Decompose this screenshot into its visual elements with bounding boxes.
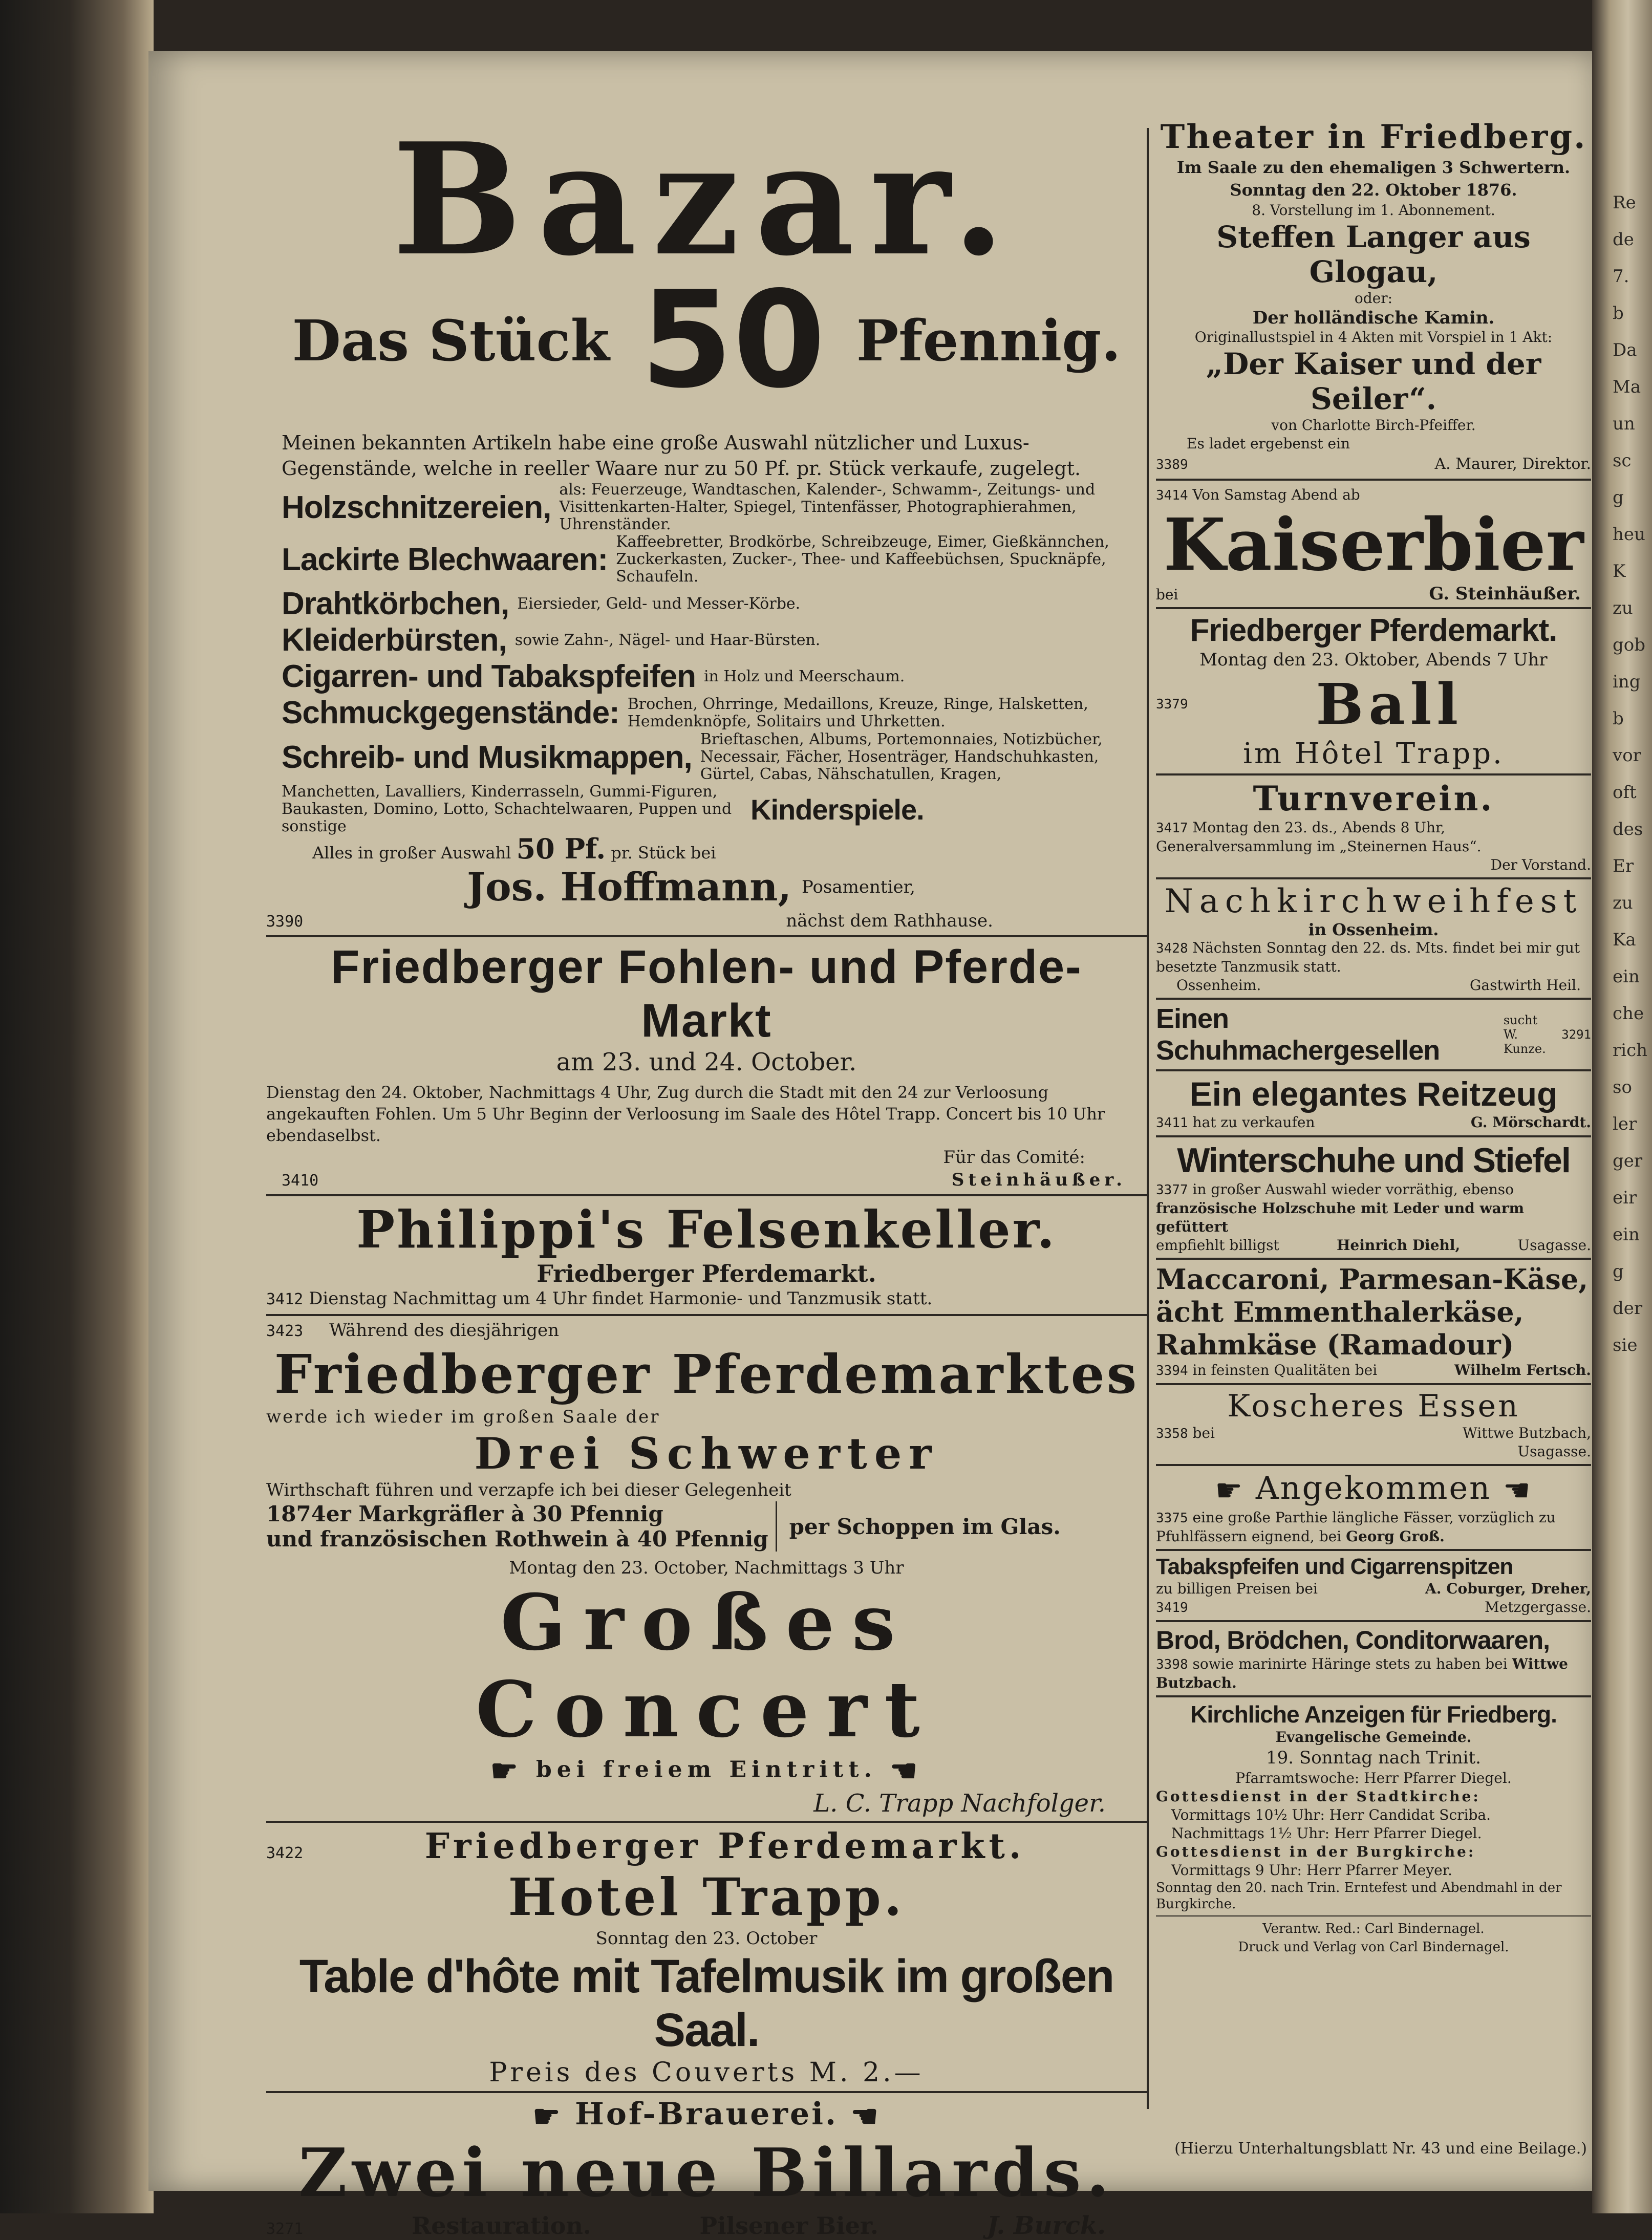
schwerter-intro: Während des diesjährigen (329, 1320, 560, 1341)
turnverein-body: Montag den 23. ds., Abends 8 Uhr, Generalversammlung im „Steinernen Haus“. (1156, 819, 1482, 855)
felsenkeller-ad (266, 1199, 1147, 1311)
pointing-hand-right-icon: ☛ (1215, 1472, 1245, 1509)
bazar-item-description: Brochen, Ohrringe, Medaillons, Kreuze, Ringe, Halsketten, Hemdenknöpfe, Solitairs und Uhrketten. (627, 695, 1088, 730)
bazar-intro: Meinen bekannten Artikeln habe eine große Auswahl nützlicher und Luxus-Gegenstände, welche in reeller Waare nur zu 50 Pf. pr. Stück verkaufe, zugelegt. (282, 432, 1081, 480)
pointing-hand-right-icon: ☛ (490, 1753, 523, 1789)
kirche-g1: Gottesdienst in der Stadtkirche: (1156, 1787, 1481, 1805)
schwerter-line3: Wirthschaft führen und verzapfe ich bei dieser Gelegenheit (266, 1480, 791, 1500)
bazar-item-description: Eiersieder, Geld- und Messer-Körbe. (517, 594, 801, 613)
angekommen-line (1156, 1509, 1591, 1546)
facing-page-fragment: ler (1613, 1114, 1637, 1134)
ad-number: 3291 (1561, 1027, 1591, 1042)
kaiserbier-bei: bei (1156, 586, 1178, 603)
schuhmacher-sucht: sucht (1503, 1013, 1538, 1027)
winterschuhe-body3: empfiehlt billigst (1156, 1237, 1279, 1254)
maccaroni-name: Wilhelm Fertsch. (1454, 1362, 1591, 1379)
maccaroni-line2: ächt Emmenthalerkäse, Rahmkäse (Ramadour) (1156, 1296, 1524, 1361)
winterschuhe-body2: französische Holzschuhe mit Leder und warm gefüttert (1156, 1200, 1525, 1235)
das-stueck: Das Stück (292, 307, 610, 374)
kirche-pfarramt: Pfarramtswoche: Herr Pfarrer Diegel. (1235, 1769, 1512, 1786)
kaiserbier-title: Kaiserbier (1163, 503, 1584, 587)
fohlen-signature: Steinhäußer. (951, 1170, 1126, 1190)
facing-page-fragment: des (1613, 819, 1643, 839)
koscher-bei: bei (1192, 1425, 1215, 1441)
turnverein-line (1156, 819, 1591, 856)
fohlen-date: am 23. und 24. October. (556, 1048, 857, 1076)
turnverein-signature: Der Vorstand. (1490, 856, 1591, 873)
reitzeug-footer (1156, 1113, 1591, 1132)
divider (1156, 1258, 1591, 1260)
bazar-item-description: sowie Zahn-, Nägel- und Haar-Bürsten. (514, 631, 821, 649)
kirche-sunday: 19. Sonntag nach Trinit. (1266, 1747, 1481, 1768)
imprint-druck: Druck und Verlag von Carl Bindernagel. (1238, 1939, 1509, 1955)
schwerter-name: Drei Schwerter (474, 1428, 939, 1479)
bazar-item-category: Cigarren- und Tabakspfeifen (282, 659, 696, 694)
kirchweih-place: in Ossenheim. (1308, 920, 1439, 939)
koscher-title: Koscheres Essen (1227, 1388, 1520, 1424)
alles-tail: pr. Stück bei (611, 843, 716, 863)
kirche-g1b: Nachmittags 1½ Uhr: Herr Pfarrer Diegel. (1171, 1824, 1482, 1842)
kinderspiele: Kinderspiele. (750, 793, 924, 826)
ad-number: 3423 (266, 1322, 304, 1340)
maccaroni-footer (1156, 1361, 1591, 1380)
divider (266, 935, 1147, 937)
divider (266, 1821, 1147, 1823)
facing-page-fragment: Ka (1613, 930, 1636, 950)
hotel-trapp-ad (266, 1826, 1147, 2088)
hotel-table-dhote: Table d'hôte mit Tafelmusik im großen Saal. (299, 1950, 1114, 2056)
billards-title: Zwei neue Billards. (298, 2133, 1114, 2212)
maccaroni-body: in feinsten Qualitäten bei (1192, 1362, 1378, 1379)
right-column (1156, 118, 1591, 1956)
theater-invite: Es ladet ergebenst ein (1187, 435, 1350, 452)
fohlen-comite: Für das Comité: (943, 1147, 1085, 1168)
tabak-body: zu billigen Preisen bei (1156, 1580, 1318, 1597)
ad-number: 3428 (1156, 941, 1188, 956)
kirchweih-signature: Gastwirth Heil. (1470, 977, 1581, 994)
kaiserbier-name: G. Steinhäußer. (1429, 584, 1581, 604)
hofbrauerei-title: Hof-Brauerei. (575, 2096, 838, 2132)
facing-page-fragment: de (1613, 229, 1634, 250)
tabak-addr: Metzgergasse. (1485, 1598, 1591, 1616)
facing-page-fragment: g (1613, 1261, 1624, 1282)
koscher-footer (1156, 1424, 1591, 1461)
ad-number: 3417 (1156, 821, 1188, 836)
schuhmacher-ad (1156, 1003, 1591, 1066)
facing-page-fragment: rich (1613, 1040, 1648, 1061)
brod-line (1156, 1655, 1591, 1692)
ad-number: 3390 (266, 913, 304, 931)
tabak-ad (1156, 1554, 1591, 1617)
ad-number: 3358 (1156, 1426, 1188, 1441)
divider (1156, 607, 1591, 609)
ad-number: 3379 (1156, 696, 1188, 712)
theater-footer (1156, 453, 1591, 476)
merchant-name: Jos. Hoffmann, (467, 864, 791, 910)
ad-number: 3422 (266, 1844, 304, 1862)
theater-play: Steffen Langer aus Glogau, (1216, 220, 1531, 289)
theater-vorstellung: 8. Vorstellung im 1. Abonnement. (1252, 202, 1495, 219)
koscher-meta (1463, 1424, 1591, 1461)
theater-place: Im Saale zu den ehemaligen 3 Schwertern. (1176, 158, 1571, 177)
ad-number: 3377 (1156, 1182, 1188, 1198)
ad-number: 3410 (282, 1172, 319, 1190)
divider (1156, 877, 1591, 879)
schwerter-title: Friedberger Pferdemarktes (274, 1343, 1139, 1406)
ad-number: 3414 (1156, 488, 1188, 503)
facing-page-fragment: Da (1613, 340, 1637, 360)
tabak-line (1156, 1580, 1591, 1598)
bazar-price: 50 (640, 263, 826, 418)
facing-page-fragment: g (1613, 487, 1624, 508)
ball-date: Montag den 23. Oktober, Abends 7 Uhr (1199, 650, 1548, 670)
ad-number: 3375 (1156, 1510, 1188, 1526)
reitzeug-title: Ein elegantes Reitzeug (1189, 1075, 1558, 1113)
facing-page-fragment: gob (1613, 635, 1645, 655)
bazar-item-description: in Holz und Meerschaum. (703, 667, 905, 685)
kirche-note: Sonntag den 20. nach Trin. Erntefest und Abendmahl in der Burgkirche. (1156, 1880, 1562, 1912)
divider (1156, 1069, 1591, 1071)
schwerter-intro-line (266, 1319, 1147, 1343)
concert-free-line (266, 1753, 1147, 1789)
bazar-item (266, 622, 1147, 658)
footer-note: (Hierzu Unterhaltungsblatt Nr. 43 und eine Beilage.) (1174, 2140, 1587, 2158)
bazar-tail-text: Manchetten, Lavalliers, Kinderrasseln, Gummi-Figuren, Baukasten, Domino, Lotto, Schachtelwaaren, Puppen und sonstige (282, 783, 732, 835)
drei-schwerter-ad (266, 1319, 1147, 1818)
reitzeug-body: hat zu verkaufen (1192, 1114, 1315, 1131)
schuhmacher-title: Einen Schuhmachergesellen (1156, 1003, 1440, 1066)
turnverein-title: Turnverein. (1253, 779, 1494, 819)
pointing-hand-left-icon: ☚ (890, 1753, 923, 1789)
reitzeug-ad (1156, 1074, 1591, 1132)
divider (1156, 1464, 1591, 1466)
column-rule (1147, 128, 1149, 2109)
winterschuhe-body1: in großer Auswahl wieder vorräthig, ebenso (1192, 1181, 1514, 1198)
bazar-item (266, 586, 1147, 622)
facing-page-fragment: eir (1613, 1188, 1637, 1208)
theater-title: Theater in Friedberg. (1160, 118, 1587, 156)
bazar-price-line (266, 263, 1147, 418)
bazar-item-category: Schreib- und Musikmappen, (282, 739, 692, 775)
facing-page-fragment: zu (1613, 893, 1633, 913)
facing-page-fragment: ein (1613, 966, 1640, 987)
divider (266, 1194, 1147, 1196)
kirchweih-body: Nächsten Sonntag den 22. ds. Mts. findet bei mir gut besetzte Tanzmusik statt. (1156, 939, 1580, 975)
divider (1156, 1549, 1591, 1551)
koscher-ad (1156, 1388, 1591, 1461)
hotel-head: Friedberger Pferdemarkt. (424, 1826, 1025, 1867)
winterschuhe-addr: Usagasse. (1517, 1237, 1591, 1254)
theater-vorspiel: „Der Kaiser und der Seiler“. (1206, 347, 1541, 416)
kirche-ad (1156, 1700, 1591, 1912)
facing-page-fragment: oft (1613, 782, 1637, 803)
ball-line (1156, 671, 1591, 737)
alles-price: 50 Pf. (516, 832, 606, 865)
brod-name: Wittwe Butzbach. (1156, 1655, 1568, 1691)
winterschuhe-name: Heinrich Diehl, (1336, 1237, 1461, 1254)
ad-number: 3412 (266, 1290, 304, 1308)
divider (1156, 773, 1591, 776)
kirchweih-town: Ossenheim. (1176, 977, 1261, 994)
imprint-red: Verantw. Red.: Carl Bindernagel. (1262, 1921, 1485, 1936)
kaiserbier-ad (1156, 484, 1591, 604)
fohlen-body: Dienstag den 24. Oktober, Nachmittags 4 Uhr, Zug durch die Stadt mit den 24 zur Verloosung angekauften Fohlen. Um 5 Uhr Beginn der Verloosung im Saale des Hôtel Trapp. Concert bis 10 Uhr ebendaselbst. (266, 1083, 1105, 1145)
facing-page-fragment: Ma (1613, 377, 1641, 397)
wine-list (266, 1501, 777, 1552)
theater-ad (1156, 118, 1591, 476)
tabak-name: A. Coburger, Dreher, (1425, 1580, 1591, 1597)
bazar-item-category: Drahtkörbchen, (282, 586, 509, 621)
wine-2: und französischen Rothwein à 40 Pfennig (266, 1526, 768, 1552)
hofbrauerei-owner: J. Burck. (986, 2211, 1106, 2240)
pointing-hand-right-icon: ☛ (532, 2098, 563, 2135)
facing-page-fragment: heu (1613, 524, 1645, 545)
bazar-title: Bazar. (392, 109, 1021, 290)
bazar-alles (266, 832, 1147, 865)
divider (266, 1314, 1147, 1316)
facing-page-fragment: 7. (1613, 266, 1629, 287)
concert-date: Montag den 23. October, Nachmittags 3 Uhr (509, 1558, 904, 1578)
bazar-item-category: Lackirte Blechwaaren: (282, 542, 608, 577)
divider (1156, 1383, 1591, 1385)
facing-page-fragment: un (1613, 414, 1635, 434)
angekommen-title-line (1156, 1469, 1591, 1509)
theater-oder: oder: (1354, 290, 1393, 307)
divider (1156, 1695, 1591, 1697)
facing-page-fragment: zu (1613, 598, 1633, 618)
bazar-item (266, 731, 1147, 783)
koscher-addr: Usagasse. (1517, 1443, 1591, 1460)
facing-page-fragment: b (1613, 303, 1624, 324)
restauration: Restauration. (412, 2211, 591, 2239)
wine-per: per Schoppen im Glas. (789, 1514, 1061, 1539)
ball-word: Ball (1316, 671, 1464, 737)
ad-number: 3419 (1156, 1600, 1188, 1616)
divider (1156, 998, 1591, 1000)
concert-signature: L. C. Trapp Nachfolger. (813, 1789, 1106, 1818)
felsenkeller-sub: Friedberger Pferdemarkt. (537, 1260, 876, 1287)
schwerter-line2: werde ich wieder im großen Saale der (266, 1407, 660, 1427)
tabak-footer (1156, 1598, 1591, 1617)
bazar-item-category: Schmuckgegenstände: (282, 695, 619, 730)
merchant-address: nächst dem Rathhause. (786, 911, 993, 931)
pfennig: Pfennig. (856, 307, 1121, 374)
left-column (266, 109, 1147, 2240)
bazar-item-category: Kleiderbürsten, (282, 622, 507, 658)
hotel-head-line (266, 1826, 1147, 1867)
kirchweih-title: Nachkirchweihfest (1164, 882, 1583, 920)
theater-director: A. Maurer, Direktor. (1434, 455, 1591, 473)
facing-page-fragment: so (1613, 1077, 1632, 1097)
kirche-g1a: Vormittags 10½ Uhr: Herr Candidat Scriba. (1171, 1806, 1491, 1823)
facing-page-fragment: Er (1613, 856, 1634, 876)
ball-ad (1156, 612, 1591, 770)
bazar-item (266, 533, 1147, 586)
facing-page-fragment: che (1613, 1003, 1644, 1024)
theater-date: Sonntag den 22. Oktober 1876. (1230, 180, 1517, 200)
kirche-title: Kirchliche Anzeigen für Friedberg. (1190, 1700, 1557, 1728)
hotel-date: Sonntag den 23. October (595, 1928, 818, 1949)
alles-text: Alles in großer Auswahl (312, 843, 511, 863)
kirchweih-ad (1156, 882, 1591, 995)
brod-body: sowie marinirte Häringe stets zu haben bei (1192, 1655, 1508, 1672)
bazar-tail (266, 783, 1147, 835)
kirche-sub: Evangelische Gemeinde. (1275, 1728, 1472, 1746)
maccaroni-line1: Maccaroni, Parmesan-Käse, (1156, 1263, 1588, 1296)
winterschuhe-ad (1156, 1140, 1591, 1255)
bazar-item-description: Kaffeebretter, Brodkörbe, Schreibzeuge, Eimer, Gießkännchen, Zuckerkasten, Zucker-, Thee- und Kaffeebüchsen, Spucknäpfe, Schaufeln. (616, 533, 1109, 586)
hotel-price: Preis des Couverts M. 2.— (489, 2057, 924, 2088)
pointing-hand-left-icon: ☚ (850, 2098, 881, 2135)
book-edge-left (0, 0, 154, 2213)
ad-number: 3271 (266, 2220, 304, 2238)
wine-1: 1874er Markgräfler à 30 Pfennig (266, 1501, 663, 1526)
facing-page-fragment: sc (1613, 450, 1632, 471)
facing-page-fragment: der (1613, 1298, 1643, 1319)
felsenkeller-line (266, 1287, 1147, 1311)
concert-free: bei freiem Eintritt. (536, 1756, 877, 1783)
tabak-title: Tabakspfeifen und Cigarrenspitzen (1156, 1554, 1513, 1579)
angekommen-name: Georg Groß. (1346, 1527, 1445, 1545)
ad-number: 3394 (1156, 1363, 1188, 1379)
divider (1156, 1915, 1591, 1916)
kirchweih-line (1156, 939, 1591, 976)
turnverein-ad (1156, 779, 1591, 874)
divider (266, 2091, 1147, 2093)
theater-author: von Charlotte Birch-Pfeiffer. (1271, 417, 1476, 434)
bazar-footer (266, 910, 1147, 932)
pilsener: Pilsener Bier. (699, 2211, 878, 2239)
bazar-item (266, 695, 1147, 731)
bazar-item (266, 658, 1147, 695)
facing-page-fragment: K (1613, 561, 1626, 581)
felsenkeller-body: Dienstag Nachmittag um 4 Uhr findet Harmonie- und Tanzmusik statt. (309, 1288, 933, 1309)
winterschuhe-footer (1156, 1236, 1591, 1255)
theater-orig: Originallustspiel in 4 Akten mit Vorspiel in 1 Akt: (1194, 329, 1553, 346)
brod-ad (1156, 1625, 1591, 1692)
winterschuhe-title: Winterschuhe und Stiefel (1177, 1141, 1570, 1180)
facing-page-fragment: vor (1613, 745, 1641, 766)
facing-page-fragment: Re (1613, 192, 1636, 213)
ball-place: im Hôtel Trapp. (1243, 737, 1504, 770)
facing-page-fragment: sie (1613, 1335, 1638, 1355)
hotel-title: Hotel Trapp. (508, 1867, 905, 1927)
ad-number: 3411 (1156, 1115, 1188, 1131)
angekommen-title: Angekommen (1255, 1469, 1492, 1506)
facing-page-fragment: ein (1613, 1224, 1640, 1245)
hofbrauerei-ad (266, 2096, 1147, 2240)
ad-number: 3389 (1156, 457, 1188, 472)
concert-title: Großes Concert (476, 1578, 937, 1755)
facing-page-fragment: b (1613, 708, 1624, 729)
fohlen-footer (266, 1169, 1147, 1191)
bazar-item-category: Holzschnitzereien, (282, 489, 551, 525)
theater-sub: Der holländische Kamin. (1252, 308, 1495, 328)
bazar-item-description: Brieftaschen, Albums, Portemonnaies, Notizbücher, Necessair, Fächer, Hosenträger, Handschuhkasten, Gürtel, Cabas, Nähschatullen, Kragen, (700, 730, 1103, 783)
divider (1156, 479, 1591, 481)
kaiserbier-intro: Von Samstag Abend ab (1192, 486, 1360, 503)
facing-page-peek (1613, 184, 1648, 1720)
facing-page-fragment: ing (1613, 672, 1641, 692)
ball-title: Friedberger Pferdemarkt. (1190, 613, 1557, 648)
schuhmacher-name: W. Kunze. (1503, 1027, 1546, 1056)
winterschuhe-line1 (1156, 1180, 1591, 1199)
hofbrauerei-title-line (266, 2096, 1147, 2135)
bazar-ad (266, 109, 1147, 932)
angekommen-ad (1156, 1469, 1591, 1546)
brod-title: Brod, Brödchen, Conditorwaaren, (1156, 1625, 1550, 1654)
bazar-merchant (266, 864, 1147, 910)
reitzeug-name: G. Mörschardt. (1470, 1114, 1591, 1131)
merchant-trade: Posamentier, (801, 876, 915, 897)
maccaroni-ad (1156, 1263, 1591, 1380)
schwerter-wines (266, 1501, 1147, 1552)
fohlen-title: Friedberger Fohlen- und Pferde-Markt (331, 941, 1082, 1047)
kirche-g2: Gottesdienst in der Burgkirche: (1156, 1843, 1476, 1860)
divider (1156, 1135, 1591, 1137)
schuhmacher-meta (1504, 1013, 1561, 1056)
bazar-item-description: als: Feuerzeuge, Wandtaschen, Kalender-, Schwamm-, Zeitungs- und Visittenkarten-Halter, Spiegel, Tintenfässer, Photographierahmen, Uhrenständer. (559, 481, 1096, 533)
kirche-g2a: Vormittags 9 Uhr: Herr Pfarrer Meyer. (1171, 1861, 1452, 1879)
fohlen-markt-ad (266, 940, 1147, 1191)
koscher-name: Wittwe Butzbach, (1462, 1425, 1591, 1441)
hofbrauerei-footer (266, 2211, 1147, 2240)
facing-page-fragment: ger (1613, 1151, 1643, 1171)
ad-number: 3398 (1156, 1656, 1188, 1672)
divider (1156, 1620, 1591, 1622)
kirchweih-footer (1156, 976, 1591, 995)
angekommen-body: eine große Parthie längliche Fässer, vorzüglich zu Pfuhlfässern eignend, bei (1156, 1509, 1556, 1545)
bazar-item-list (266, 481, 1147, 783)
bazar-item (266, 481, 1147, 533)
felsenkeller-title: Philippi's Felsenkeller. (356, 1199, 1057, 1260)
pointing-hand-left-icon: ☚ (1503, 1472, 1532, 1509)
